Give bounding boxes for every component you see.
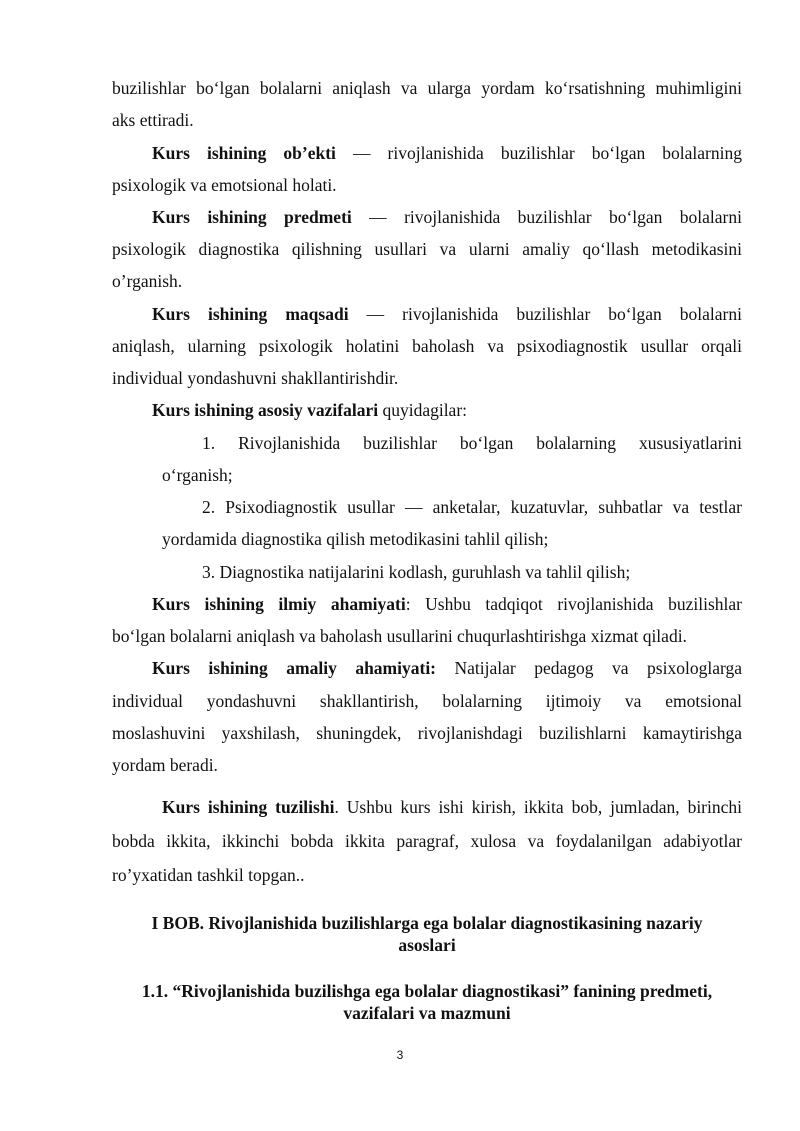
predmet-text: — rivojlanishida buzilishlar bo‘lgan bolalarni — [351, 207, 742, 227]
maqsad-line-3: individual yondashuvni shakllantirishdir. — [112, 368, 399, 388]
vazifalar-line — [152, 399, 467, 421]
maqsad-label: Kurs ishining maqsadi — [152, 304, 349, 324]
tuzilishi-line-2: bobda ikkita, ikkinchi bobda ikkita paragraf, xulosa va foydalanilgan adabiyotlar — [112, 831, 742, 851]
maqsad-line-1 — [152, 303, 742, 325]
amaliy-label: Kurs ishining amaliy ahamiyati: — [152, 658, 437, 678]
section-heading-line-2: vazifalari va mazmuni — [343, 1003, 511, 1023]
amaliy-text: Natijalar pedagog va psixologlarga — [436, 658, 742, 678]
amaliy-line-3: moslashuvini yaxshilash, shuningdek, rivojlanishdagi buzilishlarni kamaytirishga — [112, 723, 742, 743]
ilmiy-text: : Ushbu tadqiqot rivojlanishida buzilishlar — [405, 594, 742, 614]
amaliy-line-2: individual yondashuvni shakllantirish, bolalarning ijtimoiy va emotsional — [112, 691, 742, 711]
maqsad-line-2: aniqlash, ularning psixologik holatini baholash va psixodiagnostik usullar orqali — [112, 336, 742, 356]
tuzilishi-line-3: ro’yxatidan tashkil topgan.. — [112, 865, 305, 885]
obyekt-line-1 — [152, 142, 742, 164]
ilmiy-line-2: bo‘lgan bolalarni aniqlash va baholash usullarini chuqurlashtirishga xizmat qiladi. — [112, 626, 687, 646]
predmet-line-1 — [152, 206, 742, 228]
predmet-line-2: psixologik diagnostika qilishning usullari va ularni amaliy qo‘llash metodikasini — [112, 239, 742, 259]
predmet-line-3: o’rganish. — [112, 271, 183, 291]
obyekt-label: Kurs ishining ob’ekti — [152, 143, 336, 163]
amaliy-line-4: yordam beradi. — [112, 755, 218, 775]
maqsad-text: — rivojlanishida buzilishlar bo‘lgan bolalarni — [348, 304, 743, 324]
tuzilishi-line-1 — [162, 796, 742, 818]
list-item-1-line-1: 1. Rivojlanishida buzilishlar bo‘lgan bolalarning xususiyatlarini — [202, 433, 742, 453]
intro-line-1: buzilishlar bo‘lgan bolalarni aniqlash va ularga yordam ko‘rsatishning muhimligini — [112, 78, 742, 98]
vazifalar-label: Kurs ishining asosiy vazifalari — [152, 400, 379, 420]
tuzilishi-text: . Ushbu kurs ishi kirish, ikkita bob, jumladan, birinchi — [334, 797, 743, 817]
ilmiy-line-1 — [152, 593, 742, 615]
obyekt-line-2: psixologik va emotsional holati. — [112, 175, 337, 195]
chapter-heading-line-2: asoslari — [398, 935, 456, 955]
list-item-1-line-2: o‘rganish; — [162, 465, 233, 485]
predmet-label: Kurs ishining predmeti — [152, 207, 352, 227]
chapter-heading-line-1: I BOB. Rivojlanishida buzilishlarga ega bolalar diagnostikasining nazariy — [151, 913, 703, 933]
page-number: 3 — [396, 1048, 404, 1062]
section-heading — [112, 980, 742, 1024]
list-item-3: 3. Diagnostika natijalarini kodlash, guruhlash va tahlil qilish; — [202, 562, 631, 582]
obyekt-text: — rivojlanishida buzilishlar bo‘lgan bolalarning — [335, 143, 742, 163]
intro-line-2: aks ettiradi. — [112, 110, 194, 130]
list-item-2-line-2: yordamida diagnostika qilish metodikasini tahlil qilish; — [162, 529, 549, 549]
ilmiy-label: Kurs ishining ilmiy ahamiyati — [152, 594, 406, 614]
vazifalar-text: quyidagilar: — [378, 400, 468, 420]
list-item-2-line-1: 2. Psixodiagnostik usullar — anketalar, kuzatuvlar, suhbatlar va testlar — [202, 497, 742, 517]
section-heading-line-1: 1.1. “Rivojlanishida buzilishga ega bolalar diagnostikasi” fanining predmeti, — [141, 981, 713, 1001]
tuzilishi-label: Kurs ishining tuzilishi — [162, 797, 335, 817]
chapter-heading — [112, 912, 742, 956]
amaliy-line-1 — [152, 657, 742, 679]
